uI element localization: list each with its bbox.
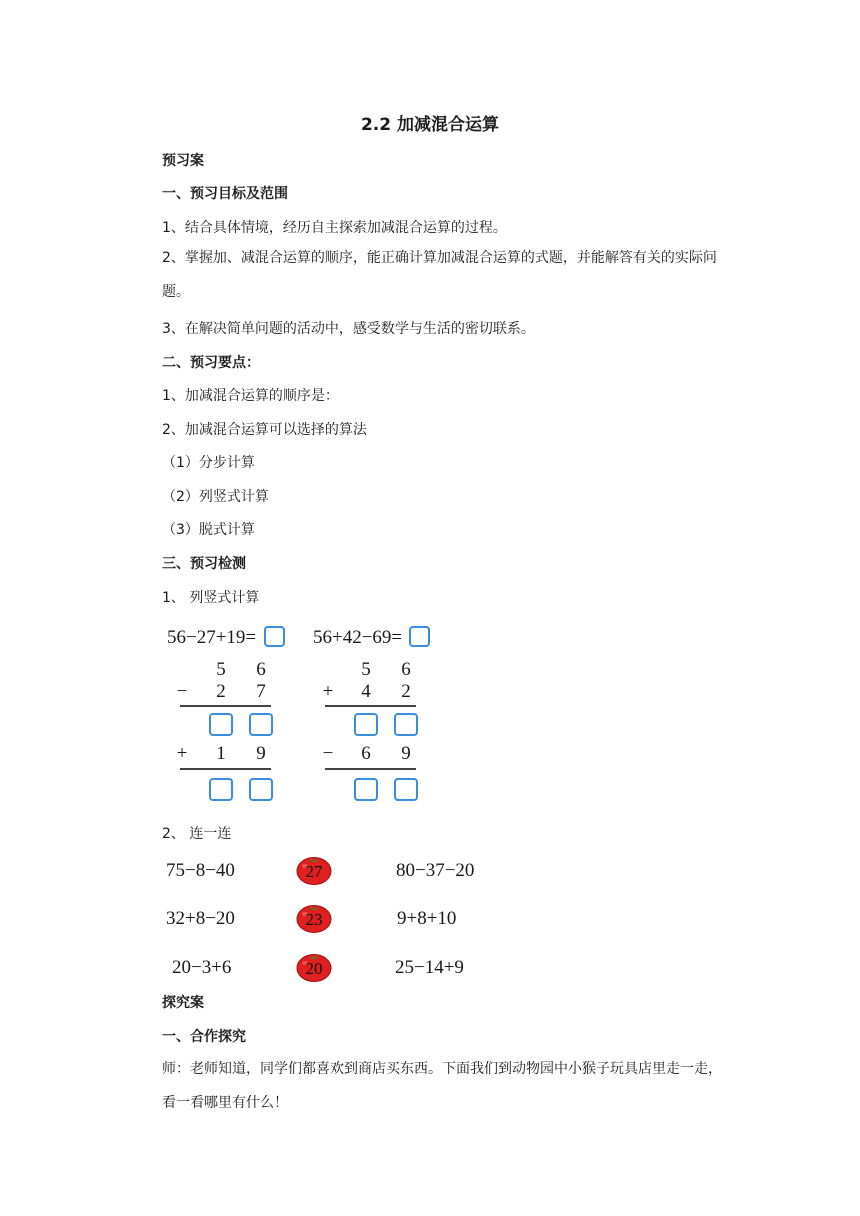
explore-text: 师：老师知道，同学们都喜欢到商店买东西。下面我们到动物园中小猴子玩具店里走一走，看一看哪里有什么！	[162, 1061, 722, 1111]
section2-item-1: 1、加减混合运算的顺序是：	[162, 388, 339, 404]
divider-line	[180, 768, 271, 770]
section1-heading: 一、预习目标及范围	[162, 186, 288, 202]
divider-line	[325, 768, 416, 770]
digit: 7	[256, 681, 266, 702]
digit: 6	[361, 743, 371, 764]
section1-item-3: 3、在解决简单问题的活动中，感受数学与生活的密切联系。	[162, 321, 535, 337]
digit: 5	[216, 659, 226, 680]
match-right-1[interactable]: 80−37−20	[396, 860, 475, 881]
digit: 4	[361, 681, 371, 702]
section2-heading: 二、预习要点：	[162, 355, 260, 371]
match-right-3[interactable]: 25−14+9	[395, 957, 464, 978]
operator: +	[176, 743, 188, 764]
section2-item-5: （3）脱式计算	[162, 522, 255, 538]
divider-line	[180, 705, 271, 707]
match-left-3[interactable]: 20−3+6	[172, 957, 232, 978]
answer-box[interactable]	[394, 713, 418, 736]
tomato-number: 23	[305, 910, 323, 929]
answer-box[interactable]	[264, 626, 285, 647]
section3-heading: 三、预习检测	[162, 556, 246, 572]
digit: 9	[256, 743, 266, 764]
answer-box[interactable]	[209, 713, 233, 736]
digit: 5	[361, 659, 371, 680]
preview-heading: 预习案	[162, 153, 204, 169]
digit: 6	[401, 659, 411, 680]
answer-box[interactable]	[354, 778, 378, 801]
answer-box[interactable]	[409, 626, 430, 647]
section1-item-2: 2、掌握加、减混合运算的顺序，能正确计算加减混合运算的式题，并能解答有关的实际问题。	[162, 250, 717, 300]
expr-b: 56+42−69=	[313, 627, 403, 648]
answer-box[interactable]	[394, 778, 418, 801]
tomato-number: 20	[305, 959, 323, 978]
answer-box[interactable]	[209, 778, 233, 801]
explore-section1-heading: 一、合作探究	[162, 1029, 246, 1045]
section1-item-1: 1、结合具体情境，经历自主探索加减混合运算的过程。	[162, 220, 507, 236]
answer-box[interactable]	[249, 713, 273, 736]
operator: −	[176, 681, 188, 702]
explore-heading: 探究案	[162, 995, 204, 1011]
tomato-27[interactable]	[296, 855, 332, 885]
operator: +	[322, 681, 334, 702]
section2-item-3: （1）分步计算	[162, 455, 255, 471]
section2-item-4: （2）列竖式计算	[162, 489, 269, 505]
operator: −	[322, 743, 334, 764]
section2-item-2: 2、加减混合运算可以选择的算法	[162, 422, 367, 438]
tomato-23[interactable]	[296, 903, 332, 933]
digit: 2	[401, 681, 411, 702]
page-title: 2.2 加减混合运算	[360, 115, 500, 135]
divider-line	[325, 705, 416, 707]
answer-box[interactable]	[354, 713, 378, 736]
digit: 1	[216, 743, 226, 764]
q2-label: 2、 连一连	[162, 826, 232, 842]
tomato-number: 27	[305, 862, 323, 881]
digit: 2	[216, 681, 226, 702]
answer-box[interactable]	[249, 778, 273, 801]
match-right-2[interactable]: 9+8+10	[397, 908, 457, 929]
match-left-2[interactable]: 32+8−20	[166, 908, 235, 929]
digit: 6	[256, 659, 266, 680]
digit: 9	[401, 743, 411, 764]
tomato-20[interactable]	[296, 952, 332, 982]
match-left-1[interactable]: 75−8−40	[166, 860, 235, 881]
q1-label: 1、 列竖式计算	[162, 590, 260, 606]
expr-a: 56−27+19=	[167, 627, 257, 648]
